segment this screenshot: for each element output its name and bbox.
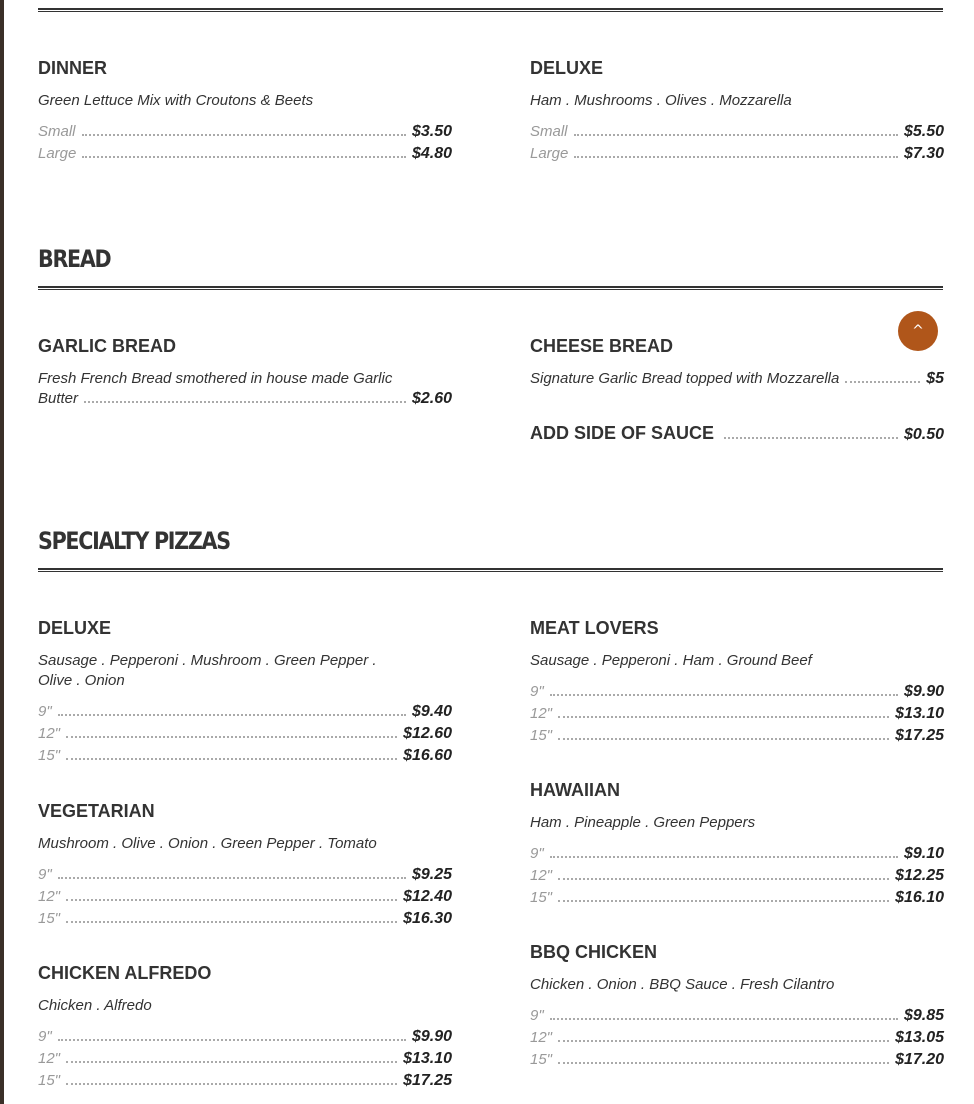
price-list [530,1005,944,1071]
menu-item-dinner-salad [38,57,452,165]
item-description: Sausage . Pepperoni . Ham . Ground Beef [530,652,812,669]
price: $17.25 [895,727,944,744]
size-label: 12" [38,888,61,905]
size-label: 9" [38,1028,52,1045]
dot-leader [66,1083,397,1085]
dot-leader [558,1040,889,1042]
dot-leader [550,856,898,858]
size-label: 12" [38,725,61,742]
item-description [38,651,452,691]
dot-leader [58,714,406,716]
price: $5.50 [903,123,944,140]
price-row [530,1027,944,1049]
size-label: 15" [530,889,553,906]
dot-leader [66,1061,397,1063]
price-row [530,121,944,143]
dot-leader [66,736,397,738]
dot-leader [58,877,406,879]
price: $2.60 [411,390,452,407]
menu-item-garlic-bread [38,335,452,409]
section-title-specialty-pizzas: SPECIALTY PIZZAS [38,527,230,555]
price: $17.25 [403,1072,452,1089]
size-label: 12" [530,705,553,722]
dot-leader [550,694,898,696]
item-description: Green Lettuce Mix with Croutons & Beets [38,92,314,109]
item-name: BBQ CHICKEN [530,942,658,962]
item-name: CHEESE BREAD [530,336,674,356]
price: $9.90 [903,683,944,700]
price-row [38,143,452,165]
dot-leader [66,921,397,923]
menu-item-hawaiian-pizza [530,779,944,909]
section-divider-specialty [38,568,943,572]
price: $3.50 [411,123,452,140]
price-row [530,703,944,725]
dot-leader [574,156,898,158]
size-label: 12" [530,867,553,884]
price-list [38,701,452,767]
price: $13.10 [403,1050,452,1067]
price: $16.60 [403,747,452,764]
price-list [38,864,452,930]
price: $9.85 [903,1007,944,1024]
dot-leader [558,738,889,740]
scroll-to-top-button[interactable] [898,311,938,351]
price: $12.60 [403,725,452,742]
item-description: Ham . Mushrooms . Olives . Mozzarella [530,92,792,109]
price: $5 [926,370,944,387]
price: $16.30 [403,910,452,927]
left-border [0,0,4,1104]
price-row [530,865,944,887]
price-list [530,843,944,909]
item-description: Ham . Pineapple . Green Peppers [530,814,756,831]
price-row [530,1049,944,1071]
chevron-up-icon: ^ [912,323,924,339]
dot-leader [82,134,406,136]
size-label: 15" [38,747,61,764]
price: $9.90 [411,1028,452,1045]
menu-item-side-of-sauce [530,422,944,444]
menu-item-deluxe-pizza [38,617,452,767]
price-row [530,681,944,703]
item-name: HAWAIIAN [530,780,620,800]
size-label: Large [530,145,569,162]
price-row [530,143,944,165]
price-row [38,723,452,745]
price-row [38,908,452,930]
item-description: Mushroom . Olive . Onion . Green Pepper . Tomato [38,835,377,852]
price-row [530,725,944,747]
item-name: GARLIC BREAD [38,336,176,356]
section-title-bread: BREAD [38,245,111,273]
price: $13.05 [895,1029,944,1046]
dot-leader [66,899,397,901]
menu-item-deluxe-salad [530,57,944,165]
size-label: 9" [530,1007,544,1024]
price: $9.10 [903,845,944,862]
price-row [530,422,944,444]
menu-item-chicken-alfredo-pizza [38,962,452,1092]
price-row [38,1048,452,1070]
item-name: DELUXE [530,58,604,78]
price: $16.10 [895,889,944,906]
menu-item-meat-lovers-pizza [530,617,944,747]
price-list [38,1026,452,1092]
description-line: Olive . Onion [38,672,125,689]
dot-leader [558,716,889,718]
size-label: 9" [530,845,544,862]
item-description: Chicken . Alfredo [38,997,152,1014]
price: $7.30 [903,145,944,162]
size-label: 12" [530,1029,553,1046]
size-label: 9" [530,683,544,700]
dot-leader [574,134,898,136]
price-row [38,121,452,143]
size-label: 9" [38,703,52,720]
size-label: Large [38,145,77,162]
size-label: 15" [38,910,61,927]
dot-leader [845,381,920,383]
section-divider-bread [38,286,943,290]
item-description: Fresh French Bread smothered in house made Garlic [38,370,393,387]
item-name: MEAT LOVERS [530,618,659,638]
size-label: Small [530,123,568,140]
item-description-continued: Butter [38,390,79,407]
dot-leader [724,437,898,439]
section-divider-salads [38,8,943,12]
price-row [530,1005,944,1027]
dot-leader [84,401,406,403]
size-label: Small [38,123,76,140]
price: $4.80 [411,145,452,162]
size-label: 15" [530,727,553,744]
price: $12.25 [895,867,944,884]
price: $17.20 [895,1051,944,1068]
dot-leader [82,156,406,158]
price: $12.40 [403,888,452,905]
menu-item-bbq-chicken-pizza [530,941,944,1071]
description-line: Sausage . Pepperoni . Mushroom . Green Pepper . [38,652,377,669]
size-label: 9" [38,866,52,883]
item-name: VEGETARIAN [38,801,155,821]
item-name: DELUXE [38,618,112,638]
price: $9.25 [411,866,452,883]
price-row [38,1026,452,1048]
price-row [38,864,452,886]
menu-item-vegetarian-pizza [38,800,452,930]
dot-leader [558,900,889,902]
price-row [38,745,452,767]
size-label: 12" [38,1050,61,1067]
price-list [38,121,452,165]
price: $9.40 [411,703,452,720]
price-row [38,886,452,908]
dot-leader [558,878,889,880]
menu-item-cheese-bread [530,335,944,389]
price-row [530,887,944,909]
price-row [38,389,452,409]
price-list [530,681,944,747]
item-name: ADD SIDE OF SAUCE [530,423,715,443]
item-name: DINNER [38,58,108,78]
price-row [530,369,944,389]
item-description: Chicken . Onion . BBQ Sauce . Fresh Cilantro [530,976,835,993]
size-label: 15" [38,1072,61,1089]
price-row [38,701,452,723]
item-name: CHICKEN ALFREDO [38,963,212,983]
price: $13.10 [895,705,944,722]
dot-leader [66,758,397,760]
price-list [530,121,944,165]
price-row [530,843,944,865]
item-description: Signature Garlic Bread topped with Mozzarella [530,370,840,387]
size-label: 15" [530,1051,553,1068]
dot-leader [558,1062,889,1064]
price-row [38,1070,452,1092]
price: $0.50 [903,426,944,443]
dot-leader [550,1018,898,1020]
dot-leader [58,1039,406,1041]
